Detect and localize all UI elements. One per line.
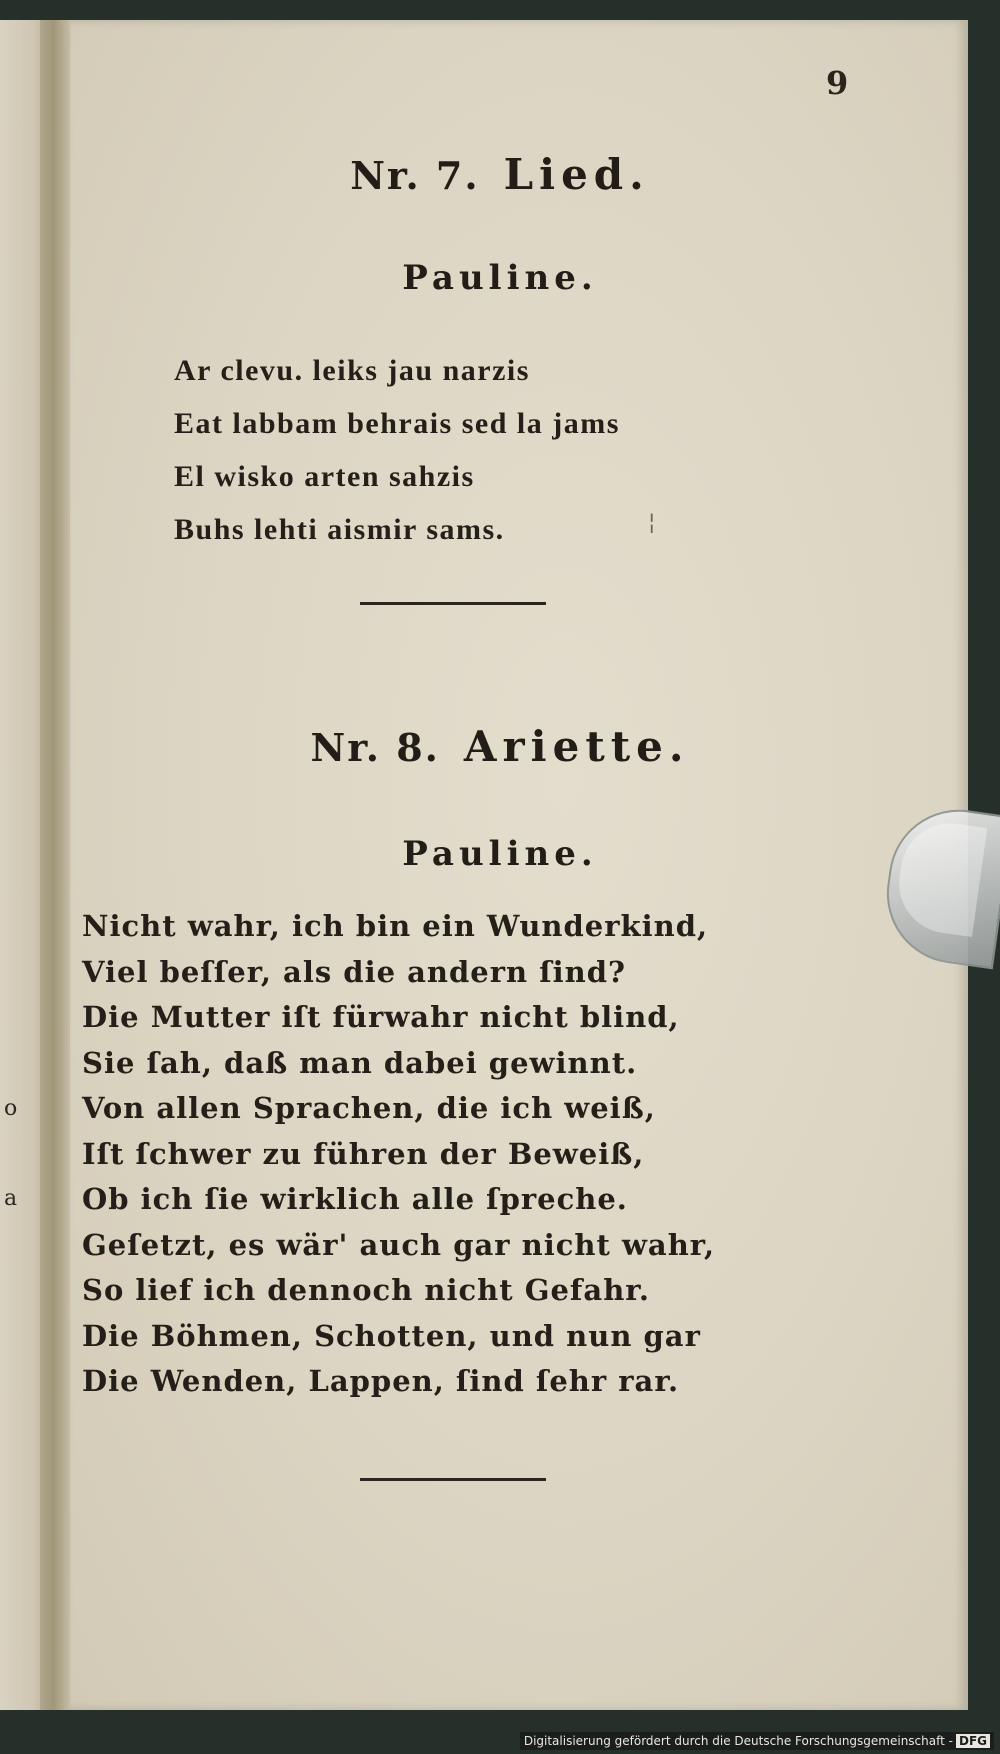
page-number: 9 bbox=[826, 64, 849, 102]
section-divider bbox=[360, 602, 546, 605]
section-divider bbox=[360, 1478, 546, 1481]
section-heading-nr7 bbox=[0, 150, 1000, 199]
verse-ariette bbox=[82, 904, 715, 1405]
verse-line: Geſetzt, es wär' auch gar nicht wahr, bbox=[82, 1227, 716, 1262]
verse-line: So lief ich dennoch nicht Gefahr. bbox=[82, 1273, 650, 1307]
verse-line: Die Wenden, Lappen, ſind ſehr rar. bbox=[82, 1364, 680, 1398]
previous-page-fragment: o bbox=[4, 1096, 18, 1121]
verse-line: Ob ich ſie wirklich alle ſpreche. bbox=[82, 1182, 628, 1216]
digitization-footer bbox=[520, 1732, 994, 1750]
verse-line: Nicht wahr, ich bin ein Wunderkind, bbox=[82, 909, 709, 943]
verse-line: Buhs lehti aismir sams. bbox=[174, 513, 505, 546]
speaker-name: Pauline. bbox=[402, 258, 598, 298]
verse-line: Die Mutter iſt fürwahr nicht blind, bbox=[82, 1000, 680, 1034]
section-heading-nr8 bbox=[0, 722, 1000, 771]
section-title: Ariette. bbox=[463, 722, 690, 771]
verse-line: Von allen Sprachen, die ich weiß, bbox=[82, 1091, 656, 1125]
verse-line: Sie ſah, daß man dabei gewinnt. bbox=[82, 1045, 638, 1080]
speaker-name: Pauline. bbox=[402, 834, 598, 874]
verse-line: Die Böhmen, Schotten, und nun gar bbox=[82, 1318, 701, 1353]
verse-line: El wisko arten sahzis bbox=[174, 460, 475, 493]
verse-lied bbox=[174, 344, 620, 556]
verse-line: Ar clevu. leiks jau narzis bbox=[174, 354, 530, 387]
section-title: Lied. bbox=[503, 150, 650, 199]
verse-line: Eat labbam behrais sed la jams bbox=[174, 407, 620, 440]
verse-line: Iſt ſchwer zu führen der Beweiß, bbox=[82, 1136, 645, 1171]
section-number: Nr. 7. bbox=[350, 153, 480, 198]
section-number: Nr. 8. bbox=[310, 725, 440, 770]
ink-mark: ¦ bbox=[648, 510, 656, 535]
dfg-logo: DFG bbox=[956, 1734, 990, 1748]
footer-text: Digitalisierung gefördert durch die Deutsche Forschungsgemeinschaft - bbox=[523, 1734, 953, 1748]
previous-page-fragment: a bbox=[4, 1186, 18, 1211]
verse-line: Viel beſſer, als die andern ſind? bbox=[82, 954, 627, 989]
